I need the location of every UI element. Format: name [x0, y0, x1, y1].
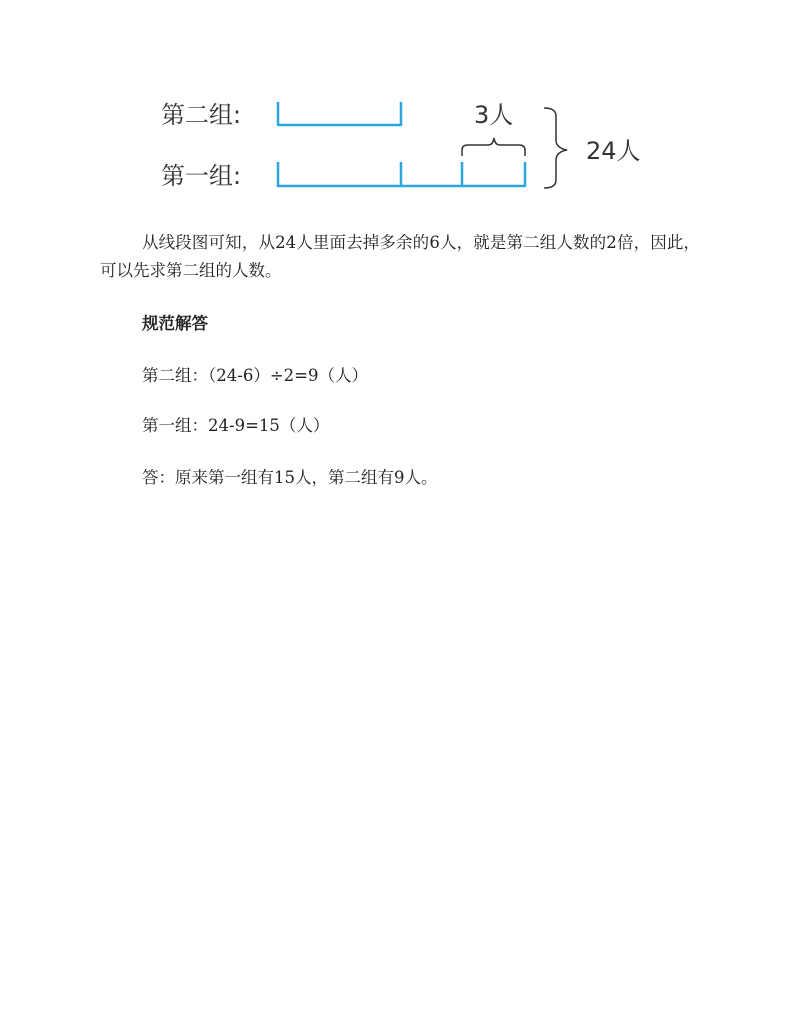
total-label: 24人 [586, 137, 641, 165]
group2-label: 第二组: [161, 101, 242, 129]
total-brace [544, 108, 567, 188]
explanation-paragraph: 从线段图可知，从24人里面去掉多余的6人，就是第二组人数的2倍，因此，可以先求第二组的人数。 [100, 233, 700, 280]
diagram-graphics [0, 0, 800, 210]
extra-label: 3人 [474, 101, 514, 129]
group1-label: 第一组: [161, 162, 242, 190]
solution-step-1: 第二组：（24-6）÷2=9（人） [142, 366, 368, 385]
solution-answer: 答：原来第一组有15人，第二组有9人。 [142, 468, 438, 487]
line-segment-diagram [0, 0, 800, 210]
solution-step-2: 第一组：24-9=15（人） [142, 416, 330, 435]
extra-brace [462, 138, 525, 156]
solution-heading: 规范解答 [142, 314, 208, 333]
group1-segment [278, 162, 525, 187]
group2-segment [278, 102, 401, 126]
